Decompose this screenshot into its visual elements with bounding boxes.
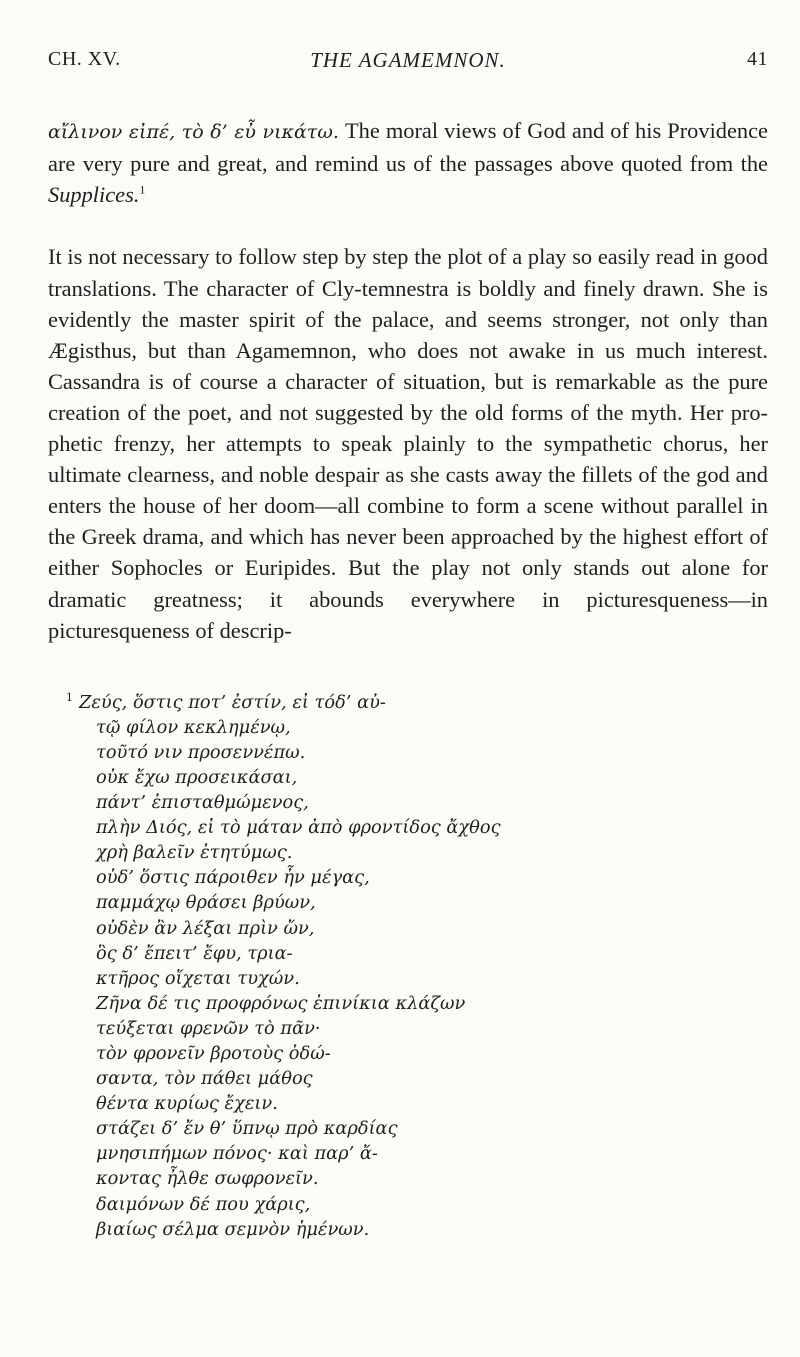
footnote-line: στάζει δ’ ἔν θ’ ὕπνῳ πρὸ καρδίας bbox=[96, 1118, 398, 1140]
footnote-line: πλὴν Διός, εἰ τὸ μάταν ἀπὸ φροντίδος ἄχθος bbox=[96, 817, 501, 839]
footnote-line: παμμάχῳ θράσει βρύων, bbox=[96, 892, 316, 914]
footnote-line: ὃς δ’ ἔπειτ’ ἔφυ, τρια- bbox=[96, 942, 293, 964]
footnote-line: τεύξεται φρενῶν τὸ πᾶν· bbox=[96, 1017, 321, 1039]
paragraph-2-text: It is not necessary to follow step by step the plot of a play so easily read in good translations. The character of Cly-temnestra is boldly and finely drawn. She is evidently the master spirit of the palace, and seems stronger, not only than Ægisthus, but than Agamemnon, who does not awake in us much interest. Cassandra is of course a character of situation, but is remarkable as the pure creation of the poet, and not suggested by the old forms of the myth. Her pro-phetic frenzy, her attempts to speak plainly to the sympathetic chorus, her ultimate clearness, and noble despair as she casts away the fillets of the god and enters the house of her doom—all combine to form a scene without parallel in the Greek drama, and which has never been approached by the highest effort of either Sophocles or Euripides. But the play not only stands out alone for dramatic greatness; it abounds everywhere in picturesqueness—in picturesqueness of descrip- bbox=[48, 244, 768, 643]
footnote-line: πάντ’ ἐπισταθμώμενος, bbox=[96, 792, 309, 814]
footnote-line: χρὴ βαλεῖν ἐτητύμως. bbox=[96, 842, 293, 864]
footnote-line: οὐκ ἔχω προσεικάσαι, bbox=[96, 766, 298, 788]
footnote-line: τοῦτό νιν προσεννέπω. bbox=[96, 741, 306, 763]
footnote-line: κοντας ἦλθε σωφρονεῖν. bbox=[96, 1168, 319, 1190]
page-number: 41 bbox=[747, 48, 768, 70]
footnote-line: θέντα κυρίως ἔχειν. bbox=[96, 1093, 278, 1115]
footnote-line: $^1$ Ζεύς, ὅστις ποτ’ ἐστίν, εἰ τόδ’ αὐ- bbox=[66, 690, 386, 713]
footnote-line: δαιμόνων δέ που χάρις, bbox=[96, 1193, 311, 1215]
footnote-line: τὸν φρονεῖν βροτοὺς ὁδώ- bbox=[96, 1043, 331, 1065]
footnote bbox=[48, 685, 768, 1242]
footnote-line: κτῆρος οἴχεται τυχών. bbox=[96, 967, 300, 989]
greek-quote: αἴλινον εἰπέ, τὸ δ’ εὖ νικάτω. bbox=[48, 121, 339, 144]
supplices-title: Supplices. bbox=[48, 182, 140, 208]
paragraph-2 bbox=[48, 241, 768, 645]
footnote-reference[interactable]: 1 bbox=[139, 182, 146, 197]
footnote-line: σαντα, τὸν πάθει μάθος bbox=[96, 1068, 313, 1090]
paragraph-1 bbox=[48, 115, 768, 210]
chapter-label: CH. XV. bbox=[48, 48, 121, 70]
footnote-line: Ζῆνα δέ τις προφρόνως ἐπινίκια κλάζων bbox=[96, 992, 466, 1014]
main-text bbox=[48, 84, 768, 677]
book-page bbox=[48, 30, 768, 1242]
footnote-line: τῷ φίλον κεκλημένῳ, bbox=[96, 716, 291, 738]
footnote-marker: 1 bbox=[66, 690, 73, 704]
footnote-line: μνησιπήμων πόνος· καὶ παρ’ ἄ- bbox=[96, 1143, 378, 1165]
footnote-line: οὐδὲν ἂν λέξαι πρὶν ὤν, bbox=[96, 917, 315, 939]
running-header bbox=[48, 30, 768, 72]
paragraph-1-text: The moral views of God and of his Providence are very pure and great, and remind us of the passages above quoted from the bbox=[48, 118, 768, 177]
running-title: THE AGAMEMNON. bbox=[310, 48, 506, 72]
footnote-line: βιαίως σέλμα σεμνὸν ἡμένων. bbox=[96, 1218, 370, 1240]
footnote-line: οὐδ’ ὅστις πάροιθεν ἦν μέγας, bbox=[96, 867, 370, 889]
